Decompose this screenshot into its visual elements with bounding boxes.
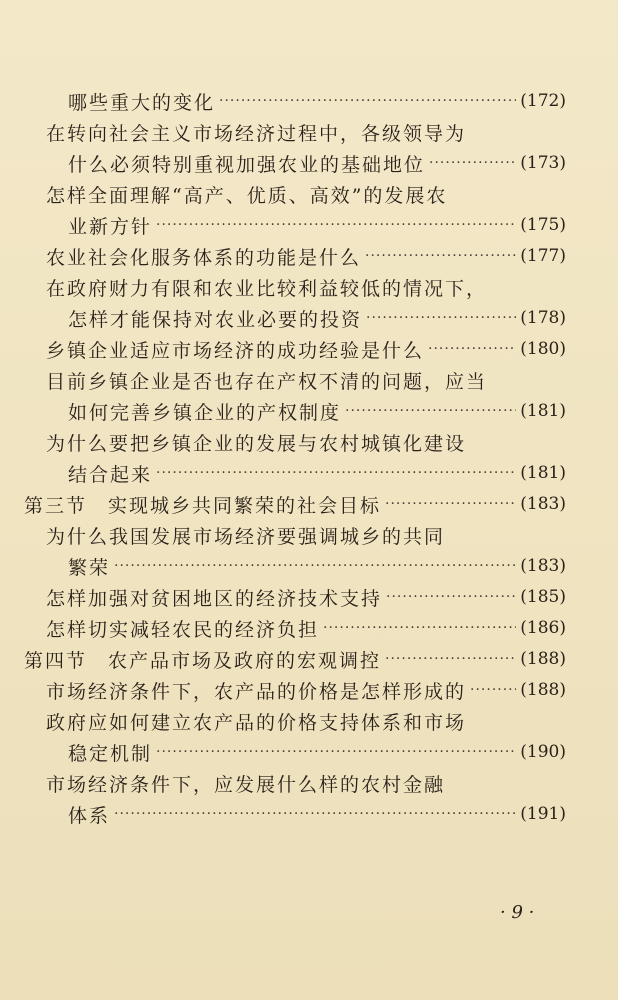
dot-leader [385, 489, 516, 519]
toc-entry-text: 为什么要把乡镇企业的发展与农村城镇化建设 [46, 432, 467, 455]
toc-entry-text: 在转向社会主义市场经济过程中，各级领导为 [46, 122, 467, 145]
toc-section-page: (188) [520, 649, 566, 669]
toc-entry-text: 目前乡镇企业是否也存在产权不清的问题，应当 [46, 370, 488, 393]
toc-entry [68, 148, 566, 178]
toc-entry [68, 799, 566, 829]
dot-leader [156, 737, 516, 767]
page-number: · 9 · [500, 901, 535, 923]
dot-leader [429, 148, 516, 178]
toc-entry-page: (181) [520, 401, 566, 421]
toc-entry-page: (173) [520, 153, 566, 173]
toc-entry-text: 怎样才能保持对农业必要的投资 [68, 308, 363, 331]
toc-entry-text: 农业社会化服务体系的功能是什么 [46, 246, 362, 269]
toc-entry [68, 458, 566, 488]
toc-entry-page: (181) [520, 463, 566, 483]
toc-entry-page: (188) [520, 680, 566, 700]
toc-entry-text: 怎样全面理解“高产、优质、高效”的发展农 [46, 184, 448, 207]
toc-entry-page: (177) [520, 246, 566, 266]
toc-entry-page: (180) [520, 339, 566, 359]
toc-entry-text: 政府应如何建立农产品的价格支持体系和市场 [46, 711, 467, 734]
toc-entry [68, 210, 566, 240]
toc-entry [46, 117, 566, 147]
toc-entry-page: (175) [520, 215, 566, 235]
toc-section [24, 489, 566, 519]
toc-entry [68, 303, 566, 333]
dot-leader [365, 241, 516, 271]
toc-entry-text: 体系 [68, 804, 111, 827]
toc-entry-text: 稳定机制 [68, 742, 153, 765]
toc-entry [46, 582, 566, 612]
toc-entry-text: 在政府财力有限和农业比较利益较低的情况下， [46, 277, 488, 300]
toc-entry-text: 怎样加强对贫困地区的经济技术支持 [46, 587, 383, 610]
toc-entry-text: 哪些重大的变化 [68, 91, 216, 114]
dot-leader [323, 613, 516, 643]
toc-entry [46, 768, 566, 798]
toc-entry-page: (172) [520, 91, 566, 111]
toc-entry [46, 365, 566, 395]
toc-entry-text: 繁荣 [68, 556, 111, 579]
dot-leader [345, 396, 516, 426]
toc-entry [68, 737, 566, 767]
dot-leader [385, 644, 516, 674]
toc-entry [46, 334, 566, 364]
toc-entry [46, 179, 566, 209]
toc-entry [46, 520, 566, 550]
toc-entry [46, 675, 566, 705]
toc-entry [46, 706, 566, 736]
dot-leader [114, 551, 516, 581]
toc-section [24, 644, 566, 674]
toc-section-page: (183) [520, 494, 566, 514]
dot-leader [156, 458, 516, 488]
toc-entry-text: 乡镇企业适应市场经济的成功经验是什么 [46, 339, 425, 362]
toc-entry [46, 613, 566, 643]
toc-entry-page: (178) [520, 308, 566, 328]
dot-leader [470, 675, 516, 705]
toc-entry [68, 396, 566, 426]
toc-entry-page: (183) [520, 556, 566, 576]
toc-section-title: 第四节 农产品市场及政府的宏观调控 [24, 649, 382, 672]
dot-leader [156, 210, 516, 240]
toc-entry-text: 结合起来 [68, 463, 153, 486]
toc-entry-text: 为什么我国发展市场经济要强调城乡的共同 [46, 525, 446, 548]
toc-entry-text: 业新方针 [68, 215, 153, 238]
dot-leader [428, 334, 516, 364]
toc-entry-text: 怎样切实减轻农民的经济负担 [46, 618, 320, 641]
toc-entry-text: 什么必须特别重视加强农业的基础地位 [68, 153, 426, 176]
toc-entry [46, 241, 566, 271]
toc-entry-text: 如何完善乡镇企业的产权制度 [68, 401, 342, 424]
dot-leader [366, 303, 516, 333]
toc-entry-text: 市场经济条件下，应发展什么样的农村金融 [46, 773, 446, 796]
dot-leader [219, 86, 516, 116]
toc-entry [46, 427, 566, 457]
toc-entry-page: (190) [520, 742, 566, 762]
toc-entry-page: (186) [520, 618, 566, 638]
toc-entry-page: (185) [520, 587, 566, 607]
toc-entry [68, 86, 566, 116]
toc-section-title: 第三节 实现城乡共同繁荣的社会目标 [24, 494, 382, 517]
toc-entry [68, 551, 566, 581]
toc-entry-text: 市场经济条件下，农产品的价格是怎样形成的 [46, 680, 467, 703]
toc-entry [46, 272, 566, 302]
dot-leader [114, 799, 516, 829]
toc-entry-page: (191) [520, 804, 566, 824]
dot-leader [386, 582, 516, 612]
